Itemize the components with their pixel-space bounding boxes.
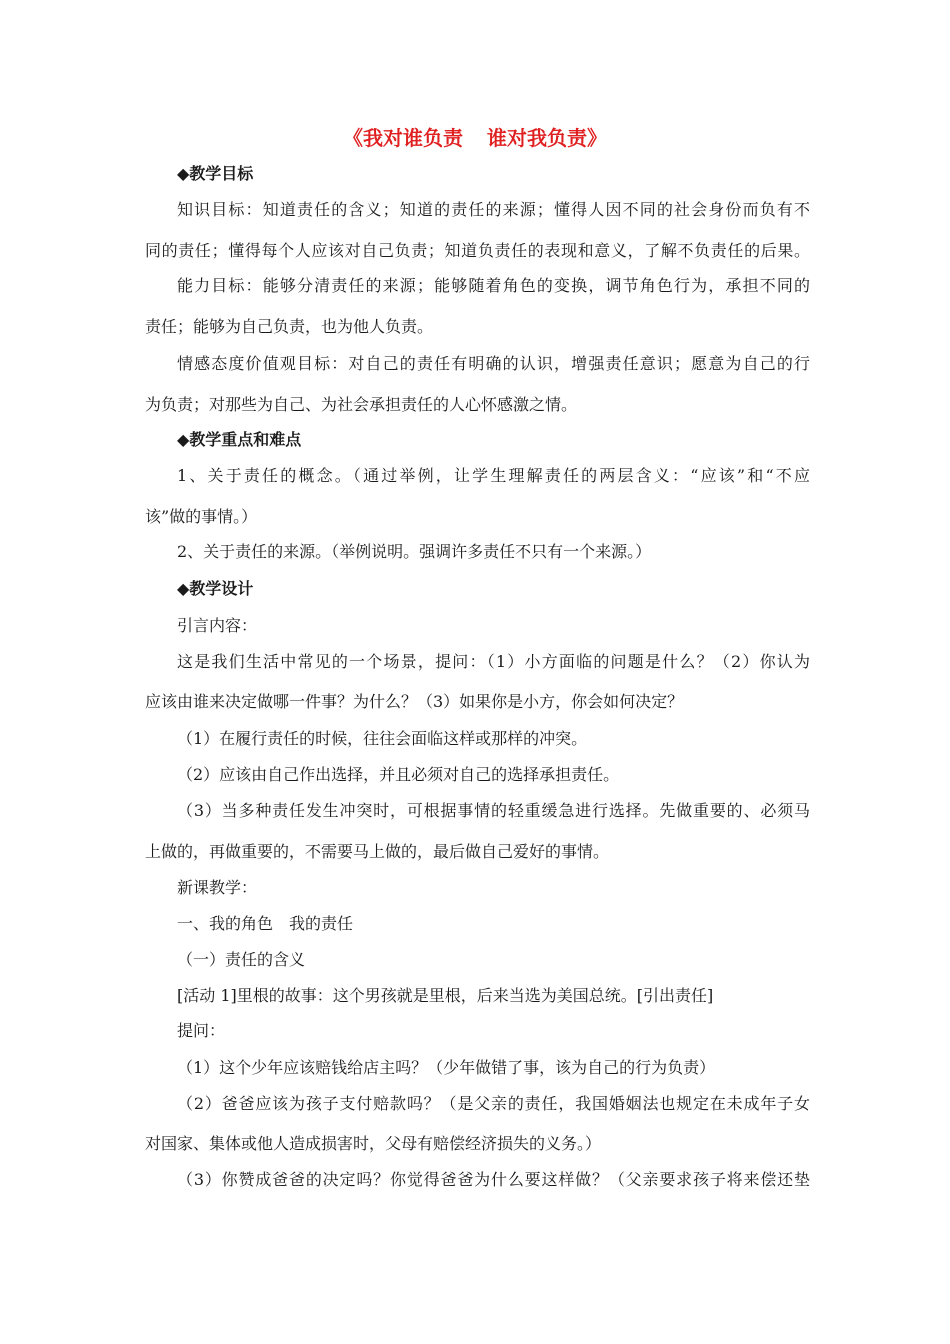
heading-key-points: ◆教学重点和难点 <box>177 430 302 449</box>
activity-1: [活动 1]里根的故事：这个男孩就是里根，后来当选为美国总统。[引出责任] <box>177 986 714 1005</box>
paragraph-knowledge-goal-line2: 同的责任；懂得每个人应该对自己负责；知道负责任的表现和意义，了解不负责任的后果。 <box>145 241 810 260</box>
paragraph-intro-line1: 这是我们生活中常见的一个场景，提问：（1）小方面临的问题是什么？（2）你认为 <box>177 652 810 671</box>
question-label: 提问： <box>177 1021 226 1040</box>
answer-3-line2: 上做的，再做重要的，不需要马上做的，最后做自己爱好的事情。 <box>145 842 610 861</box>
paragraph-ability-goal-line1: 能力目标：能够分清责任的来源；能够随着角色的变换，调节角色行为，承担不同的 <box>177 276 810 295</box>
answer-1: （1）在履行责任的时候，往往会面临这样或那样的冲突。 <box>177 729 588 748</box>
document-title <box>0 125 950 151</box>
paragraph-emotion-goal-line1: 情感态度价值观目标：对自己的责任有明确的认识，增强责任意识；愿意为自己的行 <box>177 354 810 373</box>
intro-label: 引言内容： <box>177 616 258 635</box>
title-part-2: 谁对我负责》 <box>487 126 607 150</box>
answer-2: （2）应该由自己作出选择，并且必须对自己的选择承担责任。 <box>177 765 620 784</box>
paragraph-keypoint-1-line1: 1、关于责任的概念。（通过举例，让学生理解责任的两层含义：“应该”和“不应 <box>177 466 810 485</box>
question-2-line1: （2）爸爸应该为孩子支付赔款吗？（是父亲的责任，我国婚姻法也规定在未成年子女 <box>177 1094 810 1113</box>
new-lesson-label: 新课教学： <box>177 878 258 897</box>
question-2-line2: 对国家、集体或他人造成损害时，父母有赔偿经济损失的义务。） <box>145 1134 602 1153</box>
question-1: （1）这个少年应该赔钱给店主吗？（少年做错了事，该为自己的行为负责） <box>177 1058 716 1077</box>
question-3-line1: （3）你赞成爸爸的决定吗？你觉得爸爸为什么要这样做？（父亲要求孩子将来偿还垫 <box>177 1170 810 1189</box>
paragraph-ability-goal-line2: 责任；能够为自己负责，也为他人负责。 <box>145 317 434 336</box>
paragraph-knowledge-goal-line1: 知识目标：知道责任的含义；知道的责任的来源；懂得人因不同的社会身份而负有不 <box>177 200 810 219</box>
section-my-role: 一、我的角色 我的责任 <box>177 914 354 933</box>
paragraph-keypoint-2: 2、关于责任的来源。（举例说明。强调许多责任不只有一个来源。） <box>177 542 652 561</box>
heading-teaching-design: ◆教学设计 <box>177 579 254 598</box>
subsection-meaning-of-responsibility: （一）责任的含义 <box>177 950 306 969</box>
heading-teaching-goals: ◆教学目标 <box>177 164 254 183</box>
answer-3-line1: （3）当多种责任发生冲突时，可根据事情的轻重缓急进行选择。先做重要的、必须马 <box>177 801 810 820</box>
paragraph-intro-line2: 应该由谁来决定做哪一件事？为什么？（3）如果你是小方，你会如何决定？ <box>145 692 684 711</box>
paragraph-emotion-goal-line2: 为负责；对那些为自己、为社会承担责任的人心怀感激之情。 <box>145 395 578 414</box>
paragraph-keypoint-1-line2: 该”做的事情。） <box>145 507 258 526</box>
title-part-1: 《我对谁负责 <box>343 126 463 150</box>
